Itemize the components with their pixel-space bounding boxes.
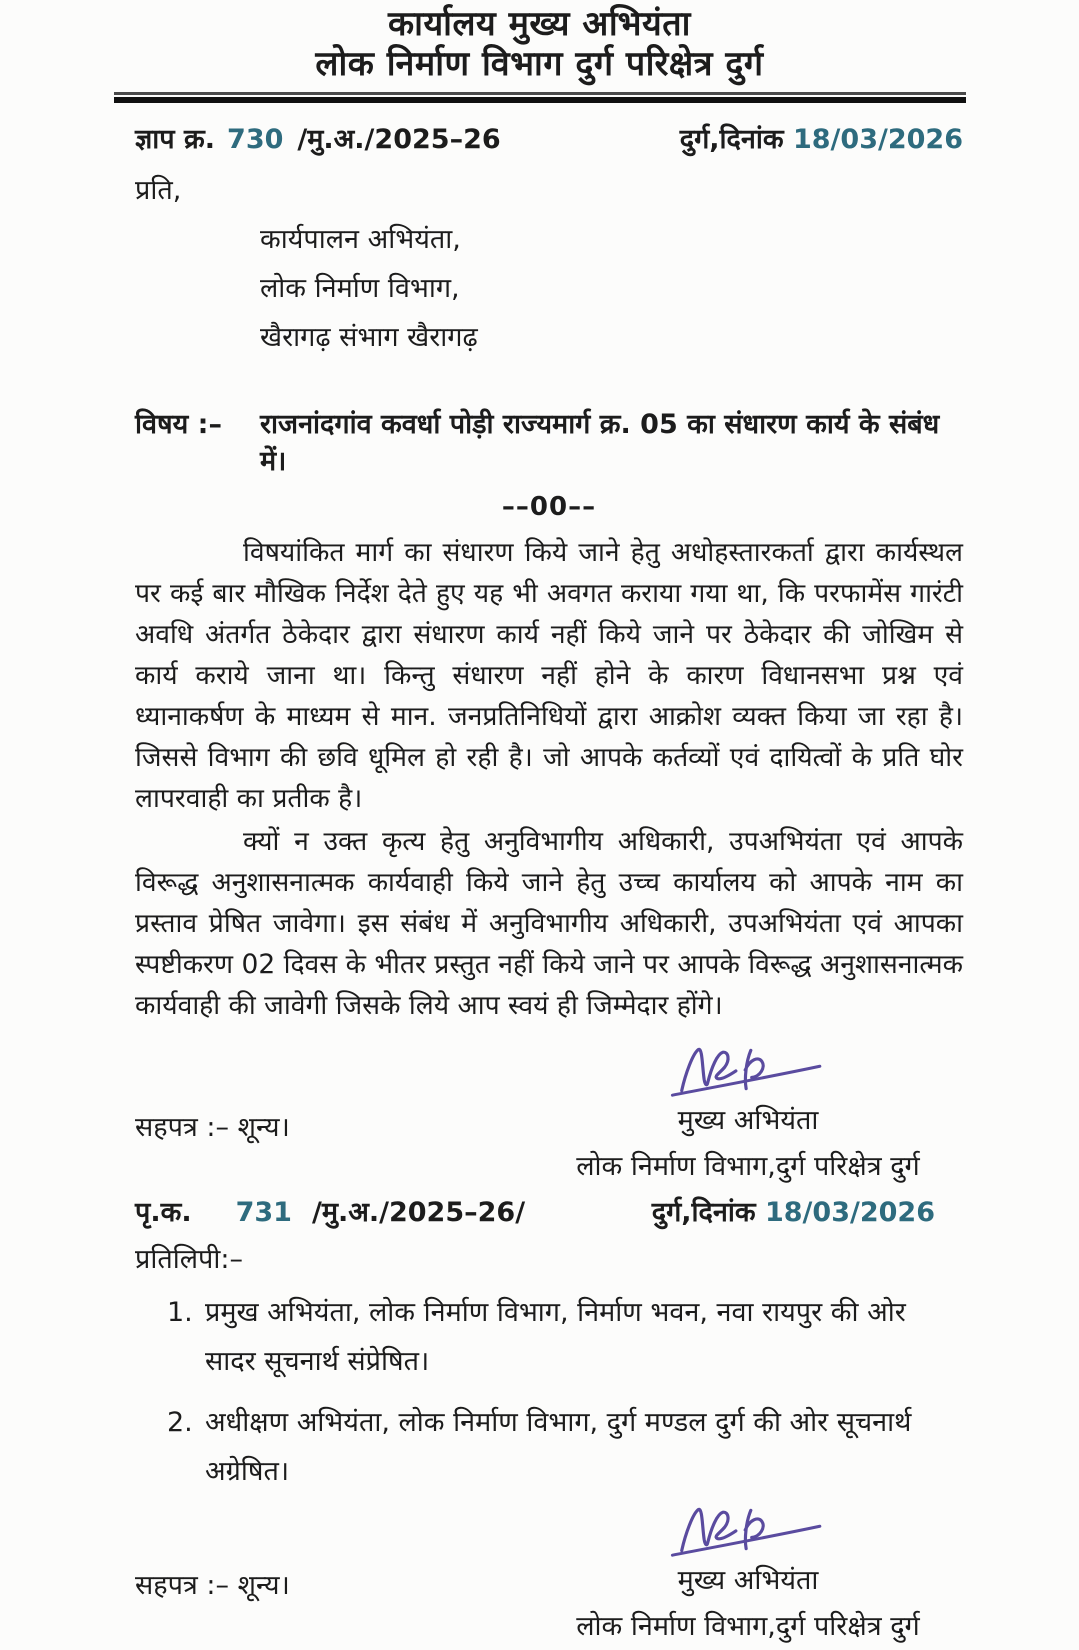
copy-item-2 [167,1398,963,1496]
signatory-office: लोक निर्माण विभाग,दुर्ग परिक्षेत्र दुर्ग [576,1151,920,1182]
endorsement-date-value: 18/03/2026 [764,1197,935,1228]
endorsement-place-date-line [652,1192,935,1229]
signoff-bottom [135,1502,963,1650]
recipient-line: कार्यपालन अभियंता, [260,224,461,255]
endorsement-number-value: 731 [235,1197,292,1228]
memo-number-label: ज्ञाप क्र. [135,124,216,155]
memo-number-line [135,119,501,156]
signatory-designation: मुख्य अभियंता [677,1565,819,1596]
endorsement-label: पृ.क. [135,1197,192,1228]
signature-block-top [533,1042,963,1190]
memo-number-value: 730 [227,124,284,155]
letter-body [135,119,963,1650]
signatory-designation: मुख्य अभियंता [677,1105,819,1136]
recipient-address [260,215,963,362]
enclosure-note: सहपत्र :– शून्य। [135,1112,290,1143]
body-paragraph-1: विषयांकित मार्ग का संधारण किये जाने हेतु अधोहस्तारकर्ता द्वारा कार्यस्थल पर कई बार मौखिक निर्देश देते हुए यह भी अवगत कराया गया था, कि परफामेंस गारंटी अवधि अंतर्गत ठेकेदार द्वारा संधारण कार्य नहीं किये जाने पर ठेकेदार की जोखिम से कार्य कराये जाना था। किन्तु संधारण नहीं होने के कारण विधानसभा प्रश्न एवं ध्यानाकर्षण के माध्यम से मान. जनप्रतिनिधियों द्वारा आक्रोश व्यक्त किया जा रहा है। जिससे विभाग की छवि धूमिल हो रही है। जो आपके कर्तव्यों एवं दायित्वों के प्रति घोर लापरवाही का प्रतीक है। [135,537,963,814]
endorsement-number-line [135,1192,525,1229]
copy-item-text: प्रमुख अभियंता, लोक निर्माण विभाग, निर्माण भवन, नवा रायपुर की ओर सादर सूचनार्थ संप्रेषित। [205,1297,906,1377]
copy-item-number: 1. [167,1297,193,1328]
body-paragraph-2: क्यों न उक्त कृत्य हेतु अनुविभागीय अधिकारी, उपअभियंता एवं आपके विरूद्ध अनुशासनात्मक कार्यवाही किये जाने हेतु उच्च कार्यालय को आपके नाम का प्रस्ताव प्रेषित जावेगा। इस संबंध में अनुविभागीय अधिकारी, उपअभियंता एवं आपका स्पष्टीकरण 02 दिवस के भीतर प्रस्तुत नहीं किये जाने पर आपके विरूद्ध अनुशासनात्मक कार्यवाही की जावेगी जिसके लिये आप स्वयं ही जिम्मेदार होंगे। [135,826,963,1021]
department-title: लोक निर्माण विभाग दुर्ग परिक्षेत्र दुर्ग [315,44,764,84]
endorsement-row [135,1192,963,1229]
signature-icon [533,1042,963,1098]
signature-icon [533,1502,963,1558]
endorsement-suffix: /मु.अ./2025–26/ [311,1197,526,1228]
signatory-office: लोक निर्माण विभाग,दुर्ग परिक्षेत्र दुर्ग [576,1611,920,1642]
place-date-label: दुर्ग,दिनांक [679,124,784,155]
memo-number-suffix: /मु.अ./2025–26 [297,124,501,155]
place-date-line [680,119,963,156]
header-divider-thin-line [114,92,966,95]
copy-item-1 [167,1288,963,1386]
memo-date-value: 18/03/2026 [792,124,963,155]
subject-text: राजनांदगांव कवर्धा पोड़ी राज्यमार्ग क्र. 05 का संधारण कार्य के संबंध में। [260,409,940,477]
recipient-line: खैरागढ़ संभाग खैरागढ़ [260,322,478,353]
enclosure-note: सहपत्र :– शून्य। [135,1570,290,1601]
subject-separator: ––00–– [501,492,597,522]
signature-block-bottom [533,1502,963,1650]
header-divider-thick-line [114,97,966,103]
copy-item-text: अधीक्षण अभियंता, लोक निर्माण विभाग, दुर्ग मण्डल दुर्ग की ओर सूचनार्थ अग्रेषित। [205,1407,912,1487]
copies-heading: प्रतिलिपी:– [135,1244,243,1275]
copy-item-number: 2. [167,1407,193,1438]
letterhead [0,4,1079,84]
header-divider [114,92,966,103]
recipient-line: लोक निर्माण विभाग, [260,273,460,304]
memo-reference-row [135,119,963,156]
subject-label: विषय :– [135,409,222,440]
office-title: कार्यालय मुख्य अभियंता [388,4,691,44]
signoff-top [135,1042,963,1190]
subject-row [135,404,963,478]
salutation: प्रति, [135,175,182,206]
endorsement-place-date-label: दुर्ग,दिनांक [651,1197,756,1228]
